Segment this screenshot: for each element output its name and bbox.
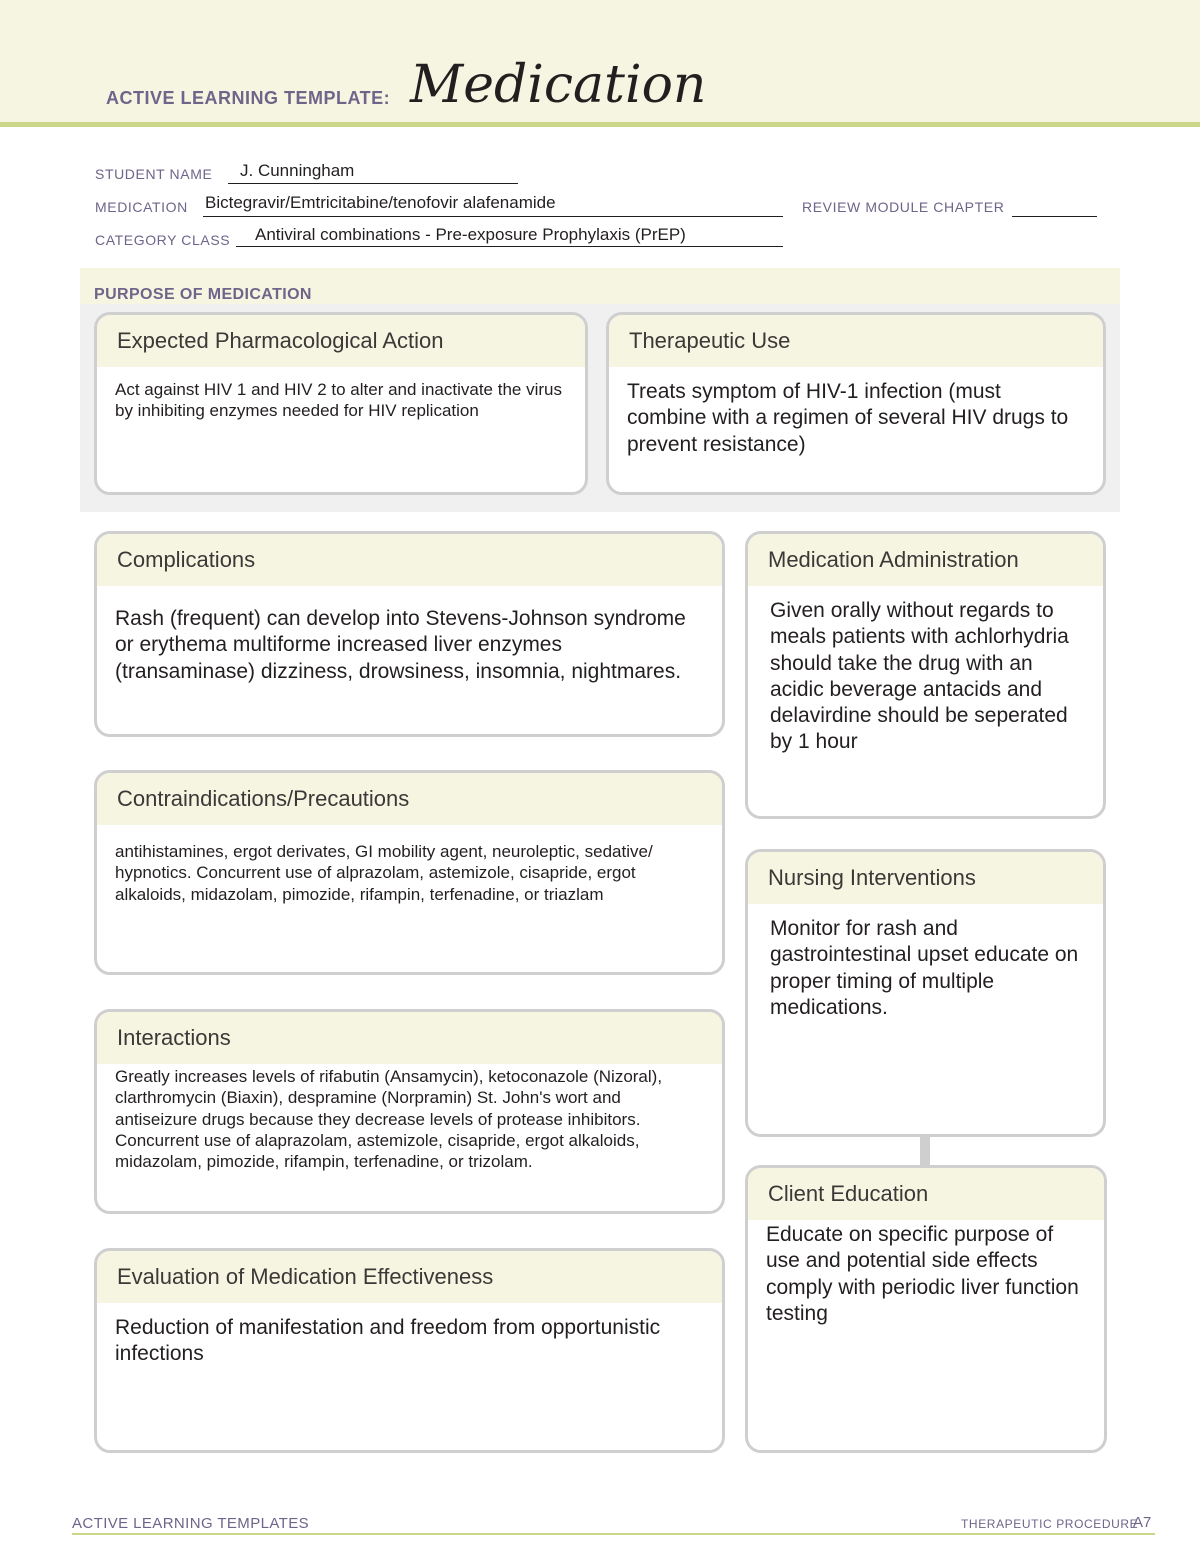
expected-action-title: Expected Pharmacological Action	[97, 315, 585, 367]
client-education-box	[745, 1165, 1107, 1453]
expected-action-box	[94, 312, 588, 495]
footer-rule	[72, 1533, 1155, 1535]
review-module-line	[1012, 216, 1097, 217]
page-title: Medication	[410, 55, 707, 115]
medication-line	[203, 216, 783, 217]
category-class-label: CATEGORY CLASS	[95, 232, 231, 248]
client-education-title: Client Education	[748, 1168, 1104, 1220]
nursing-interventions-text[interactable]: Monitor for rash and gastrointestinal upset educate on proper timing of multiple medications.	[770, 917, 1079, 1019]
student-name-field[interactable]: J. Cunningham	[240, 161, 355, 180]
student-name-line	[228, 183, 518, 184]
category-class-line	[236, 246, 783, 247]
medication-label: MEDICATION	[95, 199, 188, 215]
student-name-label: STUDENT NAME	[95, 166, 213, 182]
medication-administration-title: Medication Administration	[748, 534, 1103, 586]
therapeutic-use-box	[606, 312, 1106, 495]
interactions-text[interactable]: Greatly increases levels of rifabutin (Ansamycin), ketoconazole (Nizoral), clarthromycin (Biaxin), despramine (Norpramin) St. John's wort and antiseizure drugs because they decrease levels of protease inhibitors. Concurrent use of alaprazolam, astemizole, cisapride, ergot alkaloids, midazolam, pimozide, rifampin, terfenadine, or trizolam.	[115, 1067, 663, 1171]
client-education-text[interactable]: Educate on specific purpose of use and potential side effects comply with periodic liver function testing	[766, 1223, 1079, 1325]
contraindications-text[interactable]: antihistamines, ergot derivates, GI mobility agent, neuroleptic, sedative/ hypnotics. Concurrent use of alprazolam, astemizole, cisapride, ergot alkaloids, midazolam, pimozide, rifampin, terfenadine, or triazlam	[115, 842, 653, 904]
template-label: ACTIVE LEARNING TEMPLATE:	[106, 88, 391, 108]
therapeutic-use-text[interactable]: Treats symptom of HIV-1 infection (must combine with a regimen of several HIV drugs to prevent resistance)	[627, 380, 1069, 456]
nursing-interventions-title: Nursing Interventions	[748, 852, 1103, 904]
interactions-box	[94, 1009, 725, 1214]
medication-field[interactable]: Bictegravir/Emtricitabine/tenofovir alafenamide	[205, 193, 556, 212]
footer-right: THERAPEUTIC PROCEDURE	[961, 1517, 1139, 1531]
review-module-label: REVIEW MODULE CHAPTER	[802, 199, 1005, 215]
footer-page-number: A7	[1133, 1514, 1152, 1531]
medication-administration-text[interactable]: Given orally without regards to meals patients with achlorhydria should take the drug with an acidic beverage antacids and delavirdine should be seperated by 1 hour	[770, 599, 1069, 754]
contraindications-title: Contraindications/Precautions	[97, 773, 722, 825]
contraindications-box	[94, 770, 725, 975]
connector-bar	[920, 1134, 930, 1166]
interactions-title: Interactions	[97, 1012, 722, 1064]
complications-text[interactable]: Rash (frequent) can develop into Stevens-Johnson syndrome or erythema multiforme increased liver enzymes (transaminase) dizziness, drowsiness, insomnia, nightmares.	[115, 607, 686, 683]
evaluation-box	[94, 1248, 725, 1453]
category-class-field[interactable]: Antiviral combinations - Pre-exposure Prophylaxis (PrEP)	[255, 225, 686, 244]
purpose-label: PURPOSE OF MEDICATION	[94, 286, 312, 303]
evaluation-text[interactable]: Reduction of manifestation and freedom from opportunistic infections	[115, 1316, 661, 1366]
evaluation-title: Evaluation of Medication Effectiveness	[97, 1251, 722, 1303]
header-rule	[0, 122, 1200, 127]
medication-administration-box	[745, 531, 1106, 819]
footer-left: ACTIVE LEARNING TEMPLATES	[72, 1515, 309, 1532]
therapeutic-use-title: Therapeutic Use	[609, 315, 1103, 367]
complications-box	[94, 531, 725, 737]
nursing-interventions-box	[745, 849, 1106, 1137]
complications-title: Complications	[97, 534, 722, 586]
expected-action-text[interactable]: Act against HIV 1 and HIV 2 to alter and inactivate the virus by inhibiting enzymes needed for HIV replication	[115, 380, 562, 421]
